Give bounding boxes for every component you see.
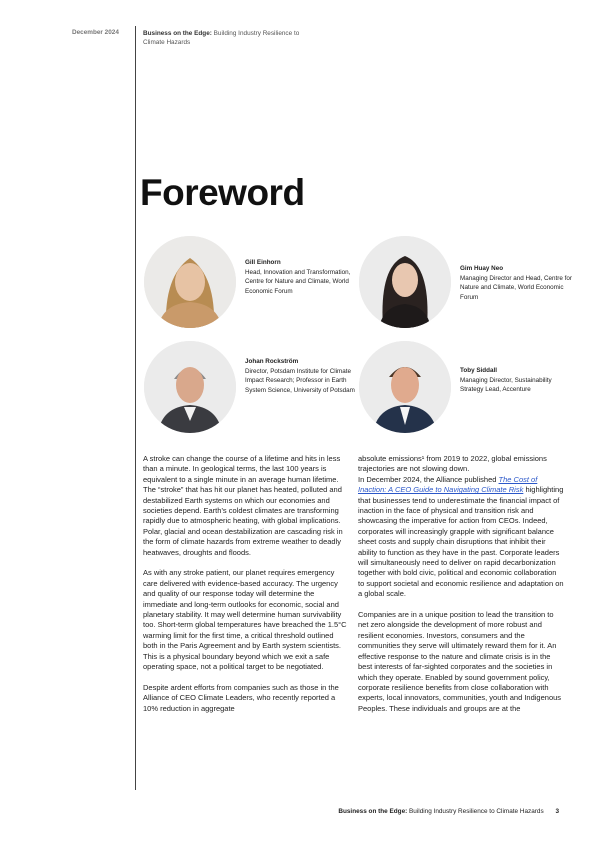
body-text: highlighting that businesses tend to underestimate the financial impact of inaction in the face of physical and transition risk and showcasing the imperative for action from CEOs. Indeed, corporates will increasingly grapple with significant balance sheet costs and supply chain disruptions that inhibit their ability to function as they have in the past. Corporate leaders will simultaneously need to deliver on rapid decarbonization together with bold civic, political and economic collaboration to support societal and economic resilience and adaptation on a global scale. (358, 485, 564, 599)
body-paragraph: As with any stroke patient, our planet requires emergency care delivered with evidence-based accuracy. The urgency and quality of our response today will determine the immediate and long-term outlooks for economic, social and planetary stability. It may well determine human survivability too. Short-term global temperatures have breached the 1.5°C warming limit for the first time, a critical threshold outlined both in the Paris Agreement and by Earth system scientists. This is a physical boundary beyond which we exit a safe operating space, not a political target to be negotiated. (143, 568, 347, 672)
body-paragraph: Despite ardent efforts from companies such as those in the Alliance of CEO Climate Leaders, who recently reported a 10% reduction in aggregate (143, 682, 339, 713)
page-title: Foreword (140, 172, 305, 213)
person-role: Director, Potsdam Institute for Climate Impact Research; Professor in Earth System Science, University of Potsdam (245, 368, 355, 394)
person-name: Gill Einhorn (245, 259, 281, 266)
body-text: In December 2024, the Alliance published (358, 474, 497, 484)
portrait-toby-siddall (359, 341, 451, 433)
person-gill-einhorn (245, 258, 357, 296)
report-link[interactable]: The Cost of Inaction: A CEO Guide to Navigating Climate Risk (358, 474, 538, 495)
person-role: Managing Director and Head, Centre for Nature and Climate, World Economic Forum (460, 275, 573, 301)
person-johan-rockstrom (245, 357, 357, 395)
portrait-johan-rockstrom (144, 341, 236, 433)
body-paragraph: Companies are in a unique position to lead the transition to net zero alongside the development of more robust and resilient economies. Investors, consumers and the communities they serve will ultimately reward them for it. An effective response to the nature and climate crisis is in the best interests of far-sighted corporates and the societies in which they operate. Enabled by sound government policy, corporate resilience benefits from close collaboration with experts, local innovators, communities, youth and Indigenous Peoples. These individuals and groups are at the (358, 610, 562, 713)
header-title (143, 29, 313, 47)
portrait-gim-huay-neo (359, 236, 451, 328)
person-role: Head, Innovation and Transformation, Centre for Nature and Climate, World Economic Forum (245, 269, 351, 295)
header-date: December 2024 (72, 29, 119, 36)
footer-title-rest: Building Industry Resilience to Climate Hazards (409, 808, 544, 815)
margin-rule (135, 26, 136, 790)
page-number: 3 (555, 808, 559, 815)
body-paragraph (358, 454, 564, 600)
person-toby-siddall (460, 366, 572, 395)
person-name: Gim Huay Neo (460, 265, 504, 272)
person-gim-huay-neo (460, 264, 572, 302)
body-column-right (358, 454, 564, 725)
header-title-bold: Business on the Edge: (143, 30, 212, 37)
portrait-gill-einhorn (144, 236, 236, 328)
body-text: absolute emissions¹ from 2019 to 2022, global emissions trajectories are not slowing down. (358, 454, 547, 474)
body-paragraph: A stroke can change the course of a lifetime and hits in less than a minute. In geological terms, the last 100 years is equivalent to a single minute in an average human lifetime. The “stroke” that has hit our planet has heated, polluted and destabilized Earth systems on which our economies and societies depend. Earth’s coldest climates are transforming rapidly due to atmospheric heating, with global implications. Polar, glacial and ocean destabilization are cascading risk in the form of climate hazards from extreme weather to deadly heatwaves, droughts and floods. (143, 454, 343, 557)
page-footer (338, 808, 559, 815)
header-title-rest: Building Industry Resilience to Climate Hazards (143, 30, 300, 46)
person-name: Johan Rockström (245, 358, 299, 365)
person-role: Managing Director, Sustainability Strategy Lead, Accenture (460, 377, 552, 394)
footer-title-bold: Business on the Edge: (338, 808, 408, 815)
person-name: Toby Siddall (460, 367, 497, 374)
body-column-left (143, 454, 349, 725)
